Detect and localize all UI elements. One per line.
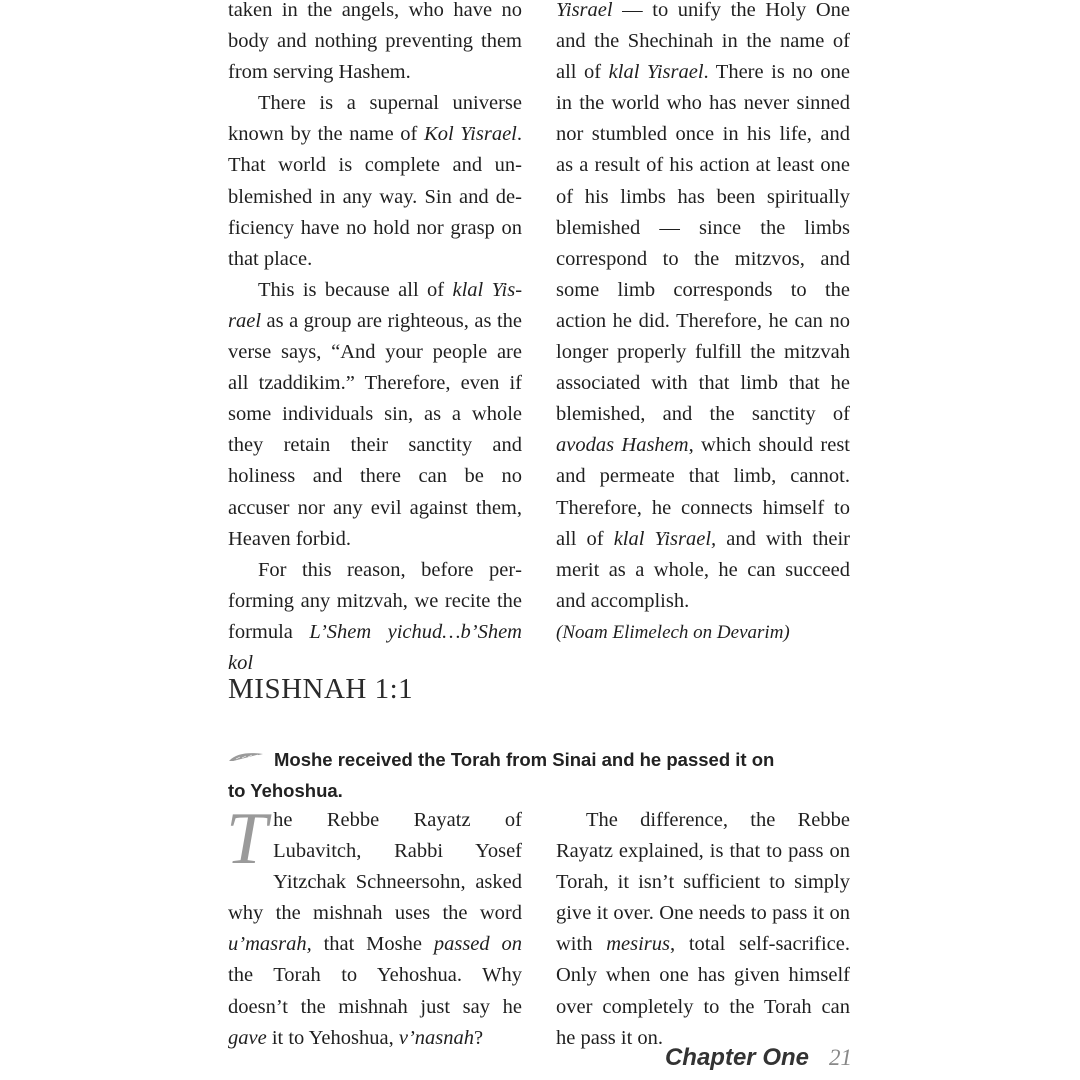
text-run: — to unify the Holy One and the Shechinah in the name of all of xyxy=(556,0,850,84)
text-run: as a group are righteous, as the verse says, “And your people are all tzaddikim.” Therefore, even if some individuals sin, as a whole they retain their sanctity and holiness and there can be no accuser nor any evil against them, Heaven forbid. xyxy=(228,309,522,550)
italic-term: klal Yisrael xyxy=(228,278,523,332)
text-run: The difference, the Rebbe Rayatz explained, is that to pass on Torah, it isn’t sufficient to simply give it over. One needs to pass it on with xyxy=(556,809,850,956)
paragraph xyxy=(228,275,522,555)
paragraph xyxy=(228,88,522,275)
paragraph xyxy=(556,805,850,1054)
bottom-right-column xyxy=(556,805,850,1054)
top-left-column xyxy=(228,0,522,679)
paragraph xyxy=(556,0,850,617)
italic-term: klal Yisrael, xyxy=(613,527,717,550)
bottom-left-body xyxy=(226,798,523,1054)
page-number: 21 xyxy=(829,1045,852,1070)
page-footer xyxy=(665,1044,852,1072)
italic-term: passed on xyxy=(433,933,523,956)
italic-term: gave xyxy=(228,1026,267,1049)
paragraph xyxy=(226,798,523,1054)
text-run: , total self-sacrifice. Only when one has given himself over completely to the Torah can he pass it on. xyxy=(556,933,850,1049)
italic-term: L’Shem yichud…b’Shem kol xyxy=(228,620,522,674)
text-run: that Moshe xyxy=(311,933,434,956)
italic-term: v’nasnah xyxy=(398,1026,474,1049)
italic-term: klal Yisrael xyxy=(608,61,704,84)
text-run: he Rebbe Rayatz of Lubavitch, Rabbi Yosef Yitzchak Schneersohn, asked why the mishnah uses the word xyxy=(228,809,522,925)
bottom-left-column xyxy=(226,798,523,1054)
top-right-body xyxy=(556,0,850,617)
text-run: the Torah to Yehoshua. Why doesn’t the mishnah just say he xyxy=(228,964,522,1018)
quill-icon xyxy=(228,751,264,765)
text-run: . That world is complete and unblemished in any way. Sin and deficiency have no hold nor grasp on that place. xyxy=(228,123,522,270)
text-run: and with their merit as a whole, he can succeed and accomplish. xyxy=(556,527,850,612)
lemma-text: Moshe received the Torah from Sinai and he passed it on to Yehoshua. xyxy=(228,749,775,801)
italic-term: u’masrah, xyxy=(228,933,312,956)
section-heading: MISHNAH 1:1 xyxy=(228,673,414,705)
text-run: For this reason, before performing any mitzvah, we recite the formula xyxy=(228,558,522,643)
text-run: There is a supernal universe known by the name of xyxy=(228,92,522,146)
top-right-column xyxy=(556,0,850,648)
paragraph xyxy=(228,555,522,679)
italic-term: Yisrael xyxy=(556,0,613,21)
text-run: ? xyxy=(474,1026,484,1049)
mishnah-lemma xyxy=(228,744,788,806)
source-citation: (Noam Elimelech on Devarim) xyxy=(556,621,790,643)
italic-term: Kol Yisrael xyxy=(424,123,517,146)
italic-term: mesirus xyxy=(606,933,670,956)
text-run: This is because all of xyxy=(258,278,453,301)
text-run: it to Yehoshua, xyxy=(266,1026,399,1049)
text-run: , which should rest and permeate that limb, cannot. Therefore, he connects himself to all of xyxy=(556,434,850,550)
chapter-label: Chapter One xyxy=(664,1044,809,1071)
text-run: . There is no one in the world who has never sinned nor stumbled once in his life, and as a result of his action at least one of his limbs has been spiritually blemished — since the limbs correspond to the mitzvos, and some limb corresponds to the action he did. Therefore, he can no longer properly fulfill the mitzvah associated with that limb that he blemished, and the sanctity of xyxy=(556,61,850,426)
drop-cap: T xyxy=(226,798,268,880)
text-run: taken in the angels, who have no body and nothing preventing them from serving Hashem. xyxy=(228,0,522,84)
italic-term: avodas Hashem xyxy=(556,434,689,457)
paragraph xyxy=(228,0,522,88)
